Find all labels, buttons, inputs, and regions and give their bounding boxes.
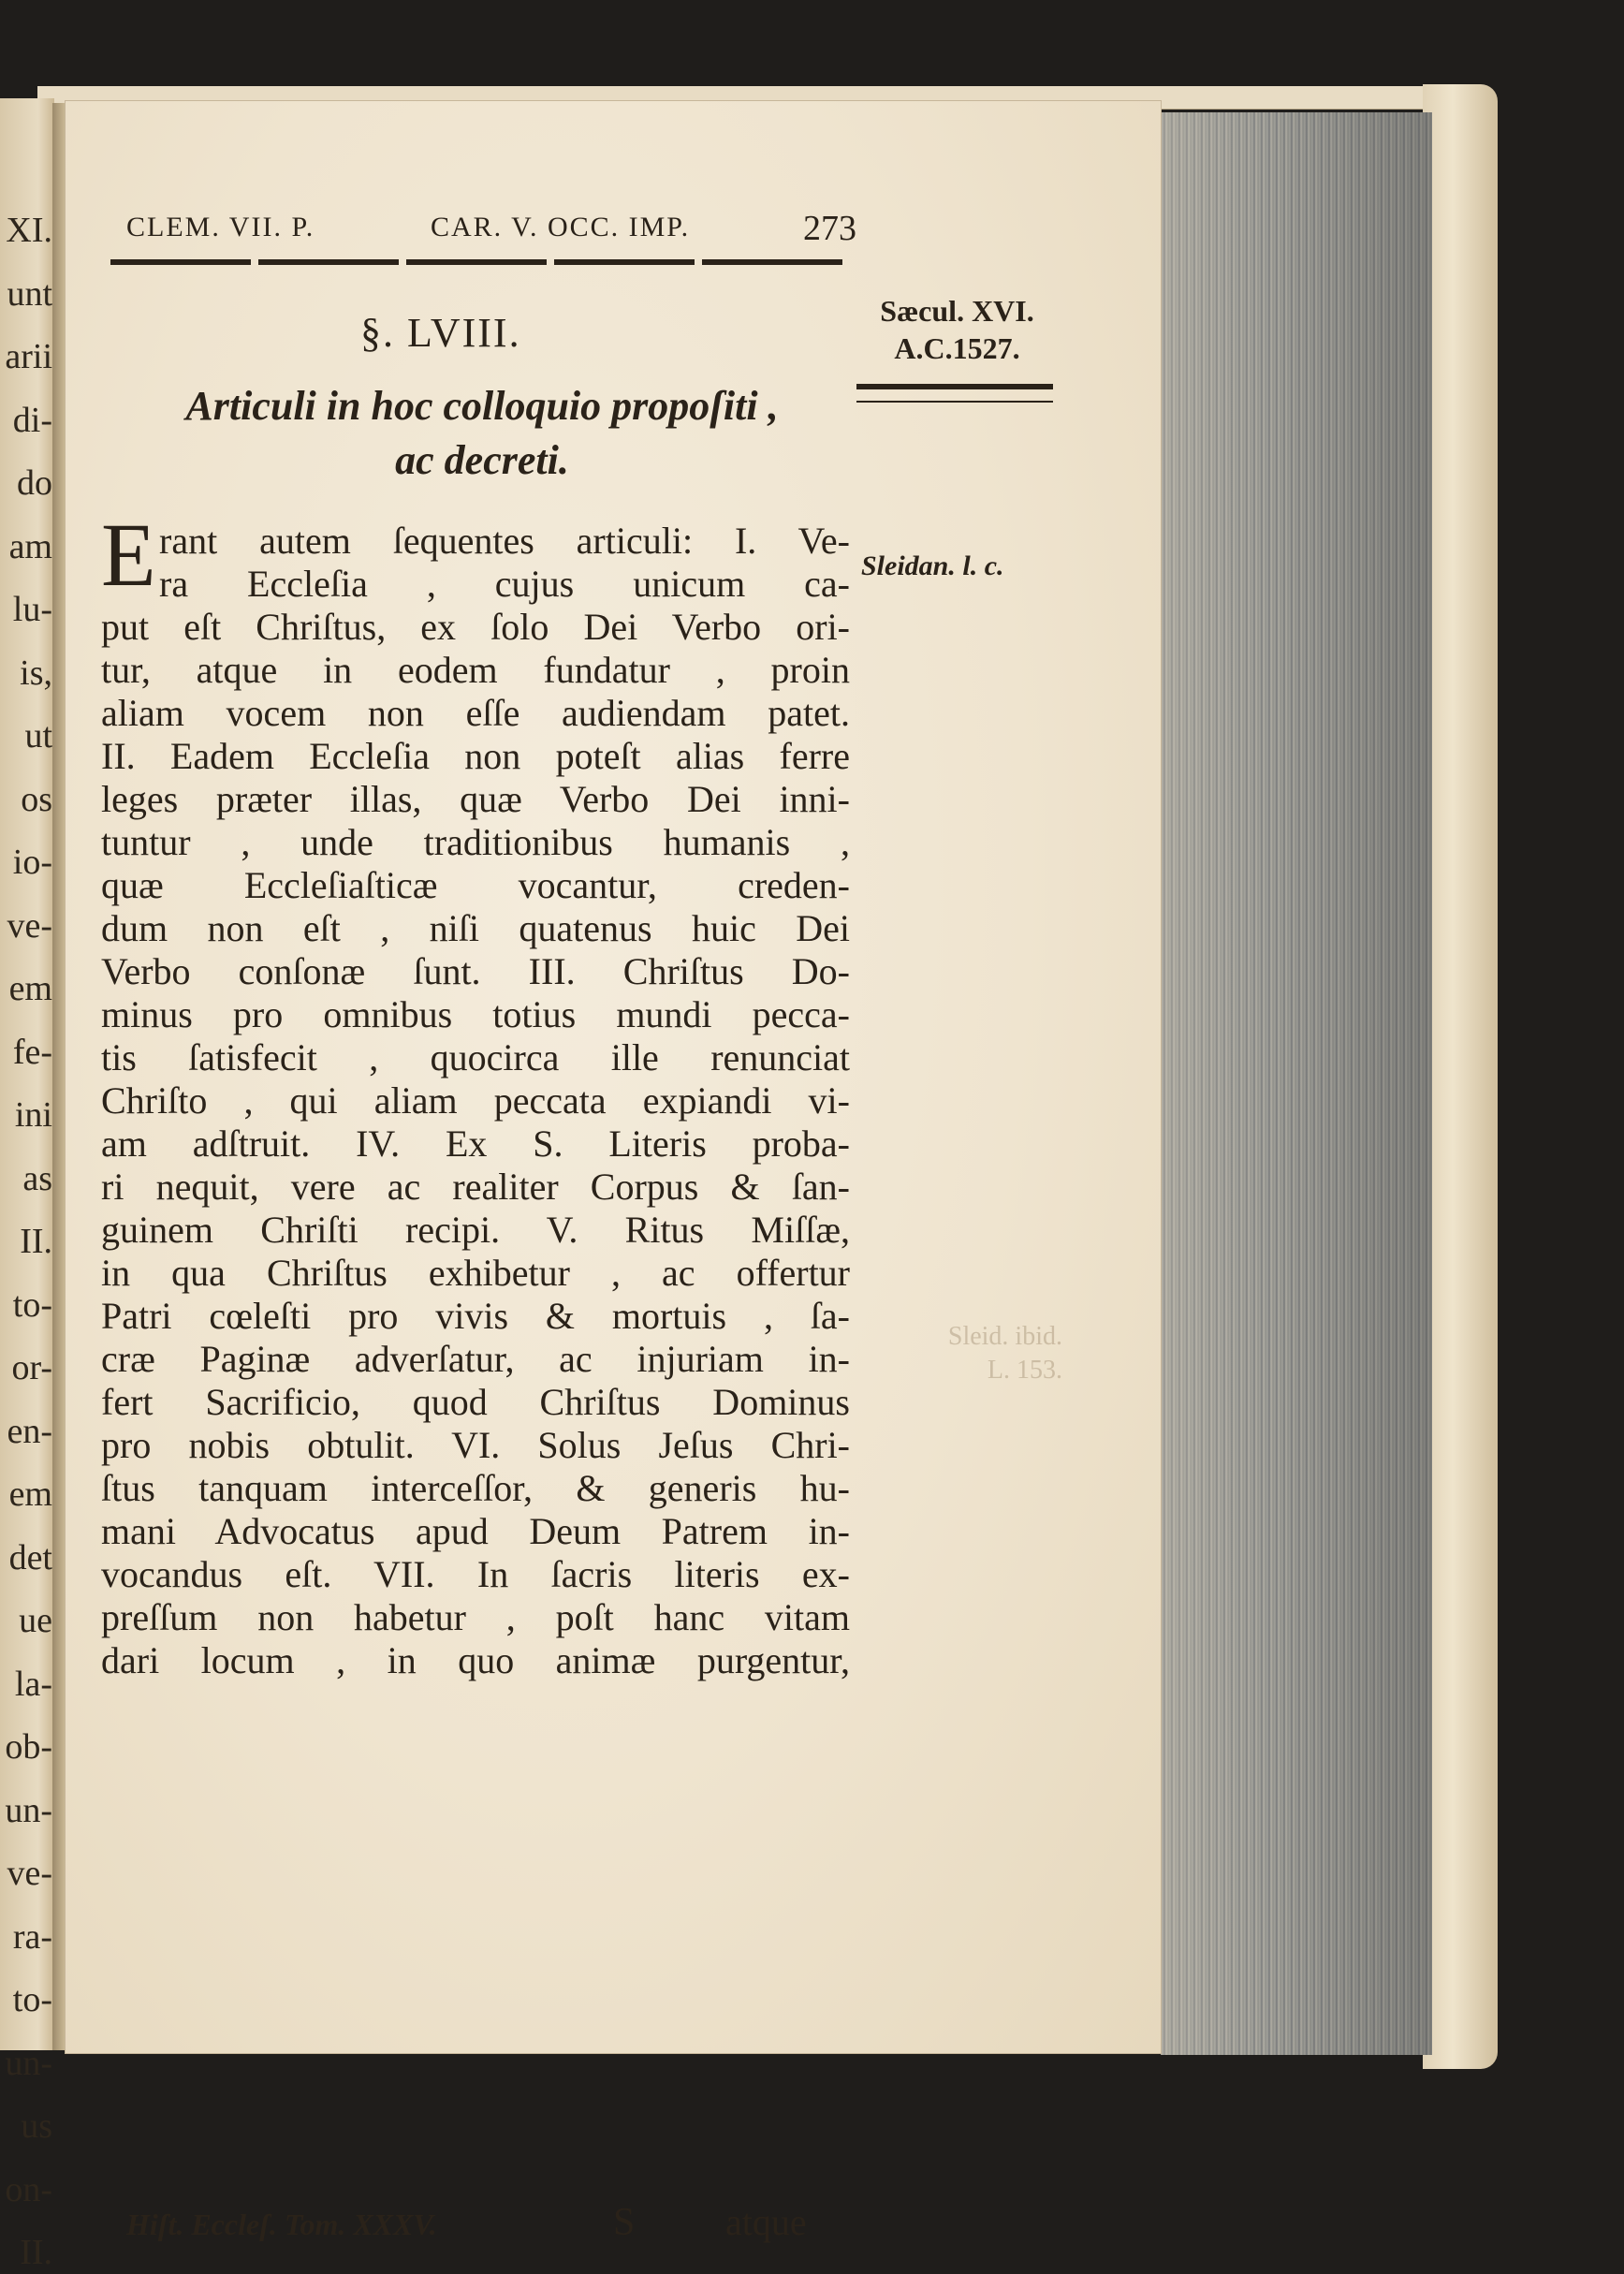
body-line: Chriſto , qui aliam peccata expiandi vi- <box>101 1079 850 1122</box>
page-fore-edge <box>1161 112 1432 2055</box>
body-line: quæ Eccleſiaſticæ vocantur, creden- <box>101 864 850 906</box>
body-text <box>101 520 850 1682</box>
previous-page-fragment: em <box>8 969 52 1008</box>
previous-page-fragment: un- <box>5 1790 52 1830</box>
page-number: 273 <box>803 209 856 248</box>
previous-page-fragment: us <box>21 2106 52 2146</box>
body-line: pro nobis obtulit. VI. Solus Jeſus Chri- <box>101 1424 850 1466</box>
previous-page-fragment: os <box>21 779 52 819</box>
previous-page-fragment: det <box>8 1537 52 1577</box>
body-line: am adſtruit. IV. Ex S. Literis proba- <box>101 1122 850 1165</box>
previous-page-fragment: ini <box>14 1095 52 1135</box>
section-title-line-1: Articuli in hoc colloquio propoſiti , <box>185 383 779 429</box>
section-title <box>122 379 842 488</box>
previous-page-sliver <box>0 98 54 2272</box>
previous-page-fragment: XI. <box>6 211 52 250</box>
previous-page-fragment: unt <box>7 273 52 314</box>
signature-title: Hiſt. Eccleſ. Tom. XXXV. <box>126 2208 437 2241</box>
show-through-note <box>875 1320 1062 1387</box>
previous-page-fragment: em <box>8 1474 52 1514</box>
body-line: cræ Paginæ adverſatur, ac injuriam in- <box>101 1338 850 1380</box>
previous-page-fragment: II. <box>20 2233 52 2272</box>
running-head <box>126 208 856 251</box>
body-line: guinem Chriſti recipi. V. Ritus Miſſæ, <box>101 1209 850 1251</box>
body-line: rant autem ſequentes articuli: I. Ve- <box>159 520 850 562</box>
previous-page-fragment: is, <box>20 653 52 693</box>
body-line: in qua Chriſtus exhibetur , ac offertur <box>101 1252 850 1294</box>
body-line: dum non eſt , niſi quatenus huic Dei <box>101 907 850 949</box>
body-line: dari locum , in quo animæ purgentur, <box>101 1639 850 1681</box>
previous-page-fragment: on- <box>5 2169 52 2209</box>
body-line: minus pro omnibus totius mundi pecca- <box>101 993 850 1035</box>
previous-page-fragment: ra- <box>12 1916 52 1957</box>
previous-page-fragment: am <box>8 526 52 566</box>
margin-note-sleidan: Sleidan. l. c. <box>861 550 1004 581</box>
signature-mark: S <box>613 2201 636 2244</box>
previous-page-fragment: ve- <box>7 1854 52 1893</box>
previous-page-fragment: io- <box>12 843 52 882</box>
body-line: tuntur , unde traditionibus humanis , <box>101 821 850 863</box>
previous-page-fragment: fe- <box>12 1032 52 1072</box>
body-line: tis ſatisfecit , quocirca ille renunciat <box>101 1036 850 1078</box>
body-line: fert Sacrificio, quod Chriſtus Dominus <box>101 1381 850 1423</box>
margin-anno: A.C.1527. <box>894 331 1020 365</box>
body-line: II. Eadem Eccleſia non poteſt alias ferre <box>101 735 850 777</box>
previous-page-fragment: di- <box>12 400 52 440</box>
body-line: ra Eccleſia , cujus unicum ca- <box>159 563 850 605</box>
running-head-left: CLEM. VII. P. <box>126 212 315 242</box>
cover-edge <box>1423 84 1498 2069</box>
previous-page-fragment: to- <box>12 1284 52 1325</box>
body-line: aliam vocem non eſſe audiendam patet. <box>101 692 850 734</box>
show-through-text: Sleid. ibid. L. 153. <box>947 1322 1062 1385</box>
previous-page-fragment: to- <box>12 1980 52 2019</box>
section-title-line-2: ac decreti. <box>395 437 569 483</box>
previous-page-fragment: ut <box>24 716 52 756</box>
previous-page-fragment: la- <box>14 1664 52 1704</box>
margin-saeculum: Sæcul. XVI. <box>880 294 1034 328</box>
previous-page-fragment: un- <box>5 2043 52 2083</box>
previous-page-fragment: lu- <box>12 590 52 629</box>
body-line: Patri cœleſti pro vivis & mortuis , ſa- <box>101 1295 850 1337</box>
catchword: atque <box>725 2201 807 2243</box>
body-line: Verbo conſonæ ſunt. III. Chriſtus Do- <box>101 950 850 992</box>
running-head-middle: CAR. V. OCC. IMP. <box>431 212 691 242</box>
previous-page-fragment: II. <box>20 1222 52 1261</box>
previous-page-fragment: ob- <box>5 1727 52 1767</box>
section-number: §. LVIII. <box>360 310 521 356</box>
body-line: vocandus eſt. VII. In ſacris literis ex- <box>101 1553 850 1595</box>
previous-page-fragment: ve- <box>7 905 52 946</box>
previous-page-fragment: do <box>17 463 52 503</box>
body-line: leges præter illas, quæ Verbo Dei inni- <box>101 778 850 820</box>
margin-rule <box>856 384 1053 403</box>
body-line: preſſum non habetur , poſt hanc vitam <box>101 1596 850 1638</box>
body-line: mani Advocatus apud Deum Patrem in- <box>101 1510 850 1552</box>
previous-page-fragment: or- <box>11 1348 52 1387</box>
body-line: ſtus tanquam interceſſor, & generis hu- <box>101 1467 850 1509</box>
body-line: ri nequit, vere ac realiter Corpus & ſan- <box>101 1166 850 1208</box>
previous-page-fragment: arii <box>5 337 52 376</box>
previous-page-fragment: en- <box>7 1411 52 1451</box>
previous-page-fragment: ue <box>19 1601 52 1640</box>
drop-cap: E <box>101 505 156 605</box>
margin-date-note <box>856 292 1058 367</box>
body-line: tur, atque in eodem fundatur , proin <box>101 649 850 691</box>
header-rule <box>110 259 850 265</box>
body-line: put eſt Chriſtus, ex ſolo Dei Verbo ori- <box>101 606 850 648</box>
previous-page-fragment: as <box>22 1158 52 1198</box>
